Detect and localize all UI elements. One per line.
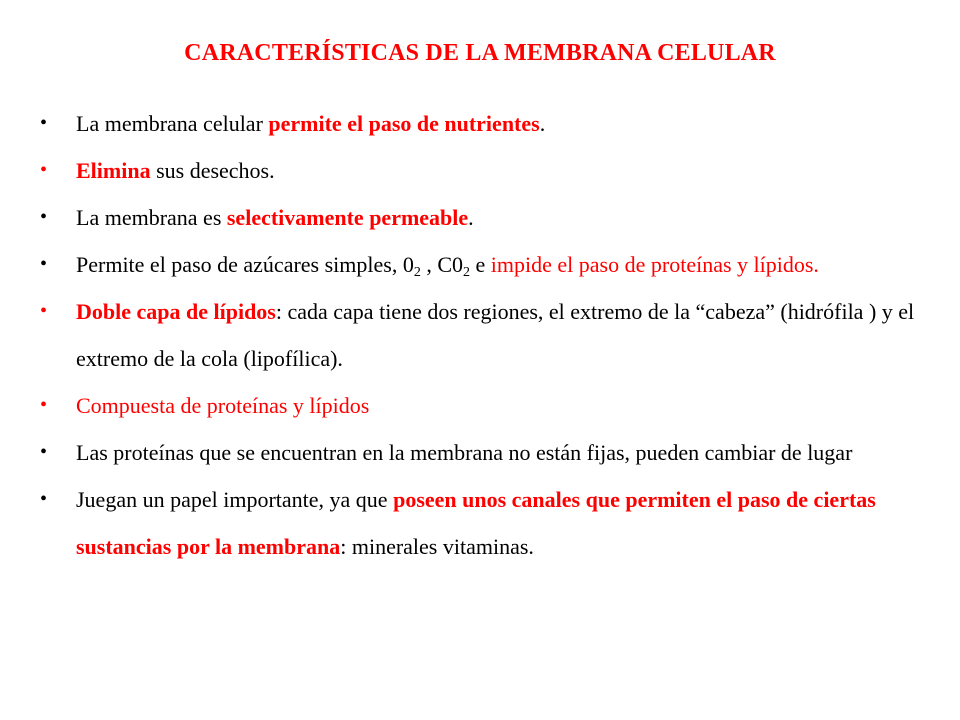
slide-title: CARACTERÍSTICAS DE LA MEMBRANA CELULAR	[184, 40, 776, 66]
bullet-list	[40, 100, 920, 570]
bullet-item-permeable	[40, 194, 920, 241]
bullet-marker: •	[40, 300, 48, 322]
bullet-marker: •	[40, 206, 48, 228]
bullet-text: La membrana celular	[76, 111, 269, 136]
bullet-highlight: Elimina	[76, 158, 151, 183]
bullet-text: Las proteínas que se encuentran en la membrana no están fijas, pueden cambiar de lugar	[76, 440, 853, 465]
bullet-highlight: impide	[490, 252, 552, 277]
bullet-text: : minerales vitaminas.	[340, 534, 534, 559]
bullet-text: : cada capa tiene dos regiones, el extremo de la “cabeza” (hidrófila ) y el extremo de la cola (lipofílica).	[76, 299, 915, 371]
bullet-marker: •	[40, 159, 48, 181]
bullet-highlight: poseen unos canales que permiten el paso de ciertas sustancias por la membrana	[76, 487, 876, 559]
bullet-item-proteins-move	[40, 429, 920, 476]
bullet-marker: •	[40, 488, 48, 510]
bullet-item-channels	[40, 476, 920, 570]
bullet-text: La membrana es	[76, 205, 227, 230]
bullet-marker: •	[40, 441, 48, 463]
bullet-item-sugars	[40, 241, 920, 288]
bullet-text: Permite el paso de azúcares simples, 0	[76, 252, 414, 277]
bullet-text: e	[470, 252, 491, 277]
bullet-item-lipid-bilayer	[40, 288, 920, 382]
bullet-text: .	[539, 111, 546, 136]
bullet-item-nutrients	[40, 100, 920, 147]
bullet-text: .	[468, 205, 474, 230]
bullet-highlight: Compuesta de proteínas y lípidos	[76, 393, 370, 418]
bullet-item-composition	[40, 382, 920, 429]
bullet-marker: •	[40, 112, 48, 134]
bullet-highlight: permite el paso de nutrientes	[268, 111, 540, 136]
bullet-item-waste	[40, 147, 920, 194]
bullet-highlight: Doble capa de lípidos	[76, 299, 276, 324]
subscript: 2	[413, 265, 421, 280]
bullet-highlight: selectivamente permeable	[226, 205, 469, 230]
bullet-marker: •	[40, 253, 48, 275]
bullet-text: , C0	[420, 252, 464, 277]
bullet-text: Juegan un papel importante, ya que	[76, 487, 394, 512]
bullet-highlight: el paso de proteínas y lípidos.	[551, 252, 819, 277]
subscript: 2	[463, 265, 471, 280]
bullet-marker: •	[40, 394, 48, 416]
bullet-text: sus desechos.	[150, 158, 275, 183]
